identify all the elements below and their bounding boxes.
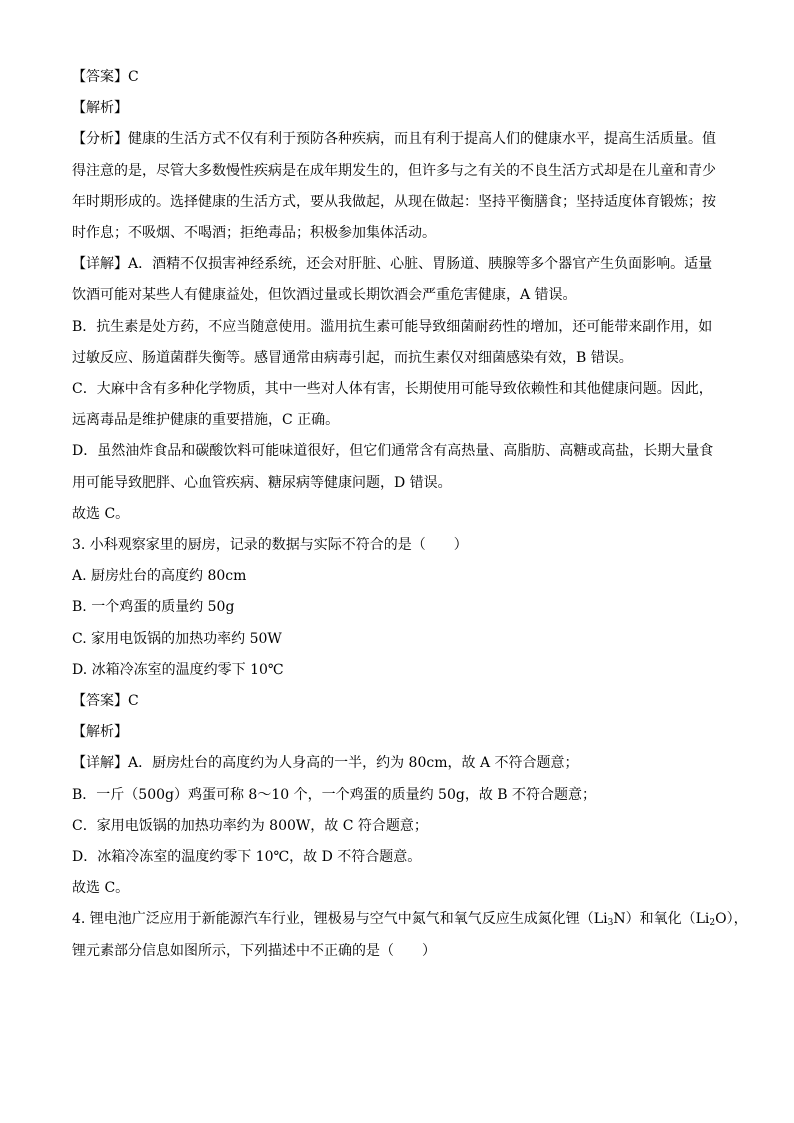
analysis-text-line: 时作息；不吸烟、不喝酒；拒绝毒品；积极参加集体活动。 <box>72 225 436 242</box>
detail-text-line: D．虽然油炸食品和碳酸饮料可能味道很好，但它们通常含有高热量、高脂肪、高糖或高盐，长期大量食 <box>72 443 714 460</box>
question-4-stem-line-1 <box>72 904 748 935</box>
detail-text-line: D．冰箱冷冻室的温度约零下 10℃，故 D 不符合题意。 <box>72 849 422 866</box>
question-4-stem-line-2: 锂元素部分信息如图所示，下列描述中不正确的是（ ） <box>72 942 436 959</box>
question-3-stem: 3. 小科观察家里的厨房，记录的数据与实际不符合的是（ ） <box>72 537 468 554</box>
q4-text-part: N）和氧化（Li <box>613 911 710 928</box>
detail-text-line: B．一斤（500g）鸡蛋可称 8～10 个，一个鸡蛋的质量约 50g，故 B 不符合题意； <box>72 786 597 803</box>
detail-text-line: 用可能导致肥胖、心血管疾病、糖尿病等健康问题，D 错误。 <box>72 474 452 491</box>
detail-text-line: 【详解】A．厨房灶台的高度约为人身高的一半，约为 80cm，故 A 不符合题意； <box>72 755 579 772</box>
question-3-option-a: A. 厨房灶台的高度约 80cm <box>72 568 247 585</box>
detail-text-line: C．家用电饭锅的加热功率约为 800W，故 C 符合题意； <box>72 817 428 834</box>
q4-text-part: 4. 锂电池广泛应用于新能源汽车行业，锂极易与空气中氮气和氧气反应生成氮化锂（Li <box>72 911 608 928</box>
detail-text-line: 远离毒品是维护健康的重要措施，C 正确。 <box>72 412 340 429</box>
analysis-text-line: 得注意的是，尽管大多数慢性疾病是在成年期发生的，但许多与之有关的不良生活方式却是在儿童和青少 <box>72 162 716 179</box>
q4-subscript: 2 <box>709 918 716 929</box>
detail-text-line: 【详解】A．酒精不仅损害神经系统，还会对肝脏、心脏、胃肠道、胰腺等多个器官产生负面影响。适量 <box>72 256 713 273</box>
answer-label-q2: 【答案】C <box>72 69 139 85</box>
q4-text-part: O）， <box>715 911 748 928</box>
question-3-option-c: C. 家用电饭锅的加热功率约 50W <box>72 630 282 647</box>
question-3-option-d: D. 冰箱冷冻室的温度约零下 10℃ <box>72 661 284 678</box>
q4-subscript: 3 <box>607 918 614 929</box>
analysis-label-q3: 【解析】 <box>72 724 128 741</box>
analysis-text-line: 年时期形成的。选择健康的生活方式，要从我做起，从现在做起：坚持平衡膳食；坚持适度体育锻炼；按 <box>72 193 716 210</box>
analysis-text-line: 【分析】健康的生活方式不仅有利于预防各种疾病，而且有利于提高人们的健康水平，提高生活质量。值 <box>72 131 716 148</box>
conclusion-q3: 故选 C。 <box>72 880 130 897</box>
detail-text-line: 过敏反应、肠道菌群失衡等。感冒通常由病毒引起，而抗生素仅对细菌感染有效，B 错误。 <box>72 349 633 366</box>
detail-text-line: B．抗生素是处方药，不应当随意使用。滥用抗生素可能导致细菌耐药性的增加，还可能带来副作用，如 <box>72 318 713 335</box>
answer-label-q3: 【答案】C <box>72 693 139 710</box>
document-page <box>72 62 748 967</box>
conclusion-q2: 故选 C。 <box>72 505 130 522</box>
question-3-option-b: B. 一个鸡蛋的质量约 50g <box>72 599 235 616</box>
detail-text-line: 饮酒可能对某些人有健康益处，但饮酒过量或长期饮酒会严重危害健康，A 错误。 <box>72 287 577 304</box>
analysis-label-q2: 【解析】 <box>72 100 128 117</box>
detail-text-line: C．大麻中含有多种化学物质，其中一些对人体有害，长期使用可能导致依赖性和其他健康问题。因此， <box>72 381 713 398</box>
